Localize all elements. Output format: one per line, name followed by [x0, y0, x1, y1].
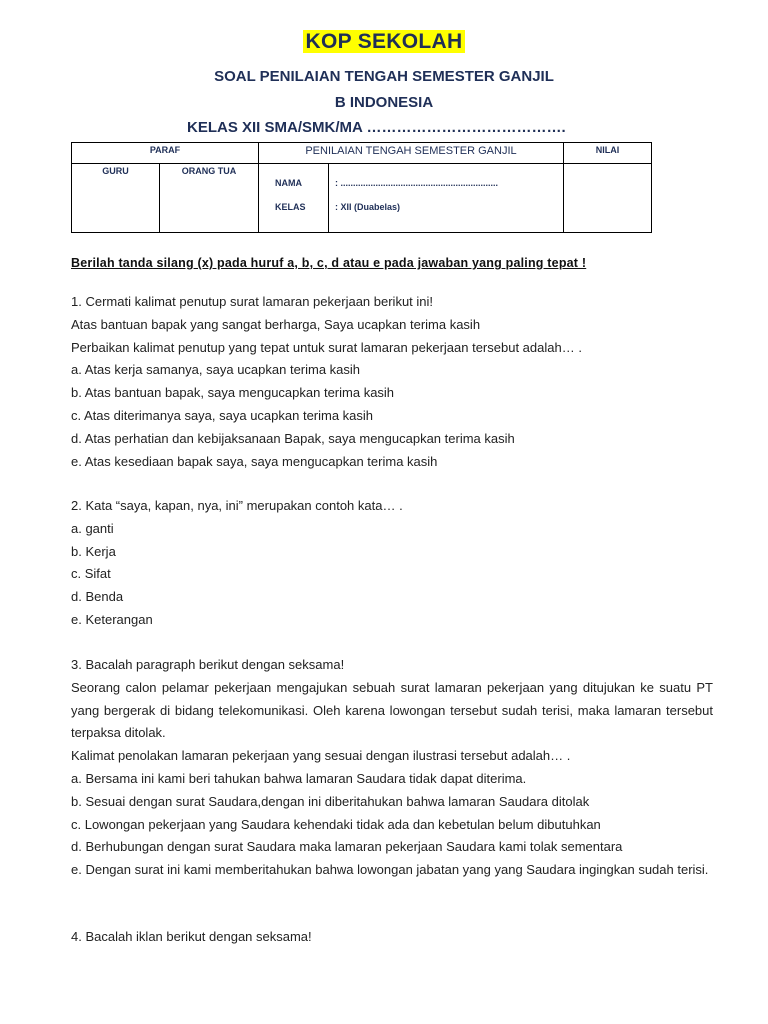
q1-stem: 1. Cermati kalimat penutup surat lamaran pekerjaan berikut ini! — [71, 294, 434, 309]
q3-option-b: b. Sesuai dengan surat Saudara,dengan ini diberitahukan bahwa lamaran Saudara ditolak — [71, 793, 590, 809]
question-3 — [71, 654, 713, 882]
q4-stem: 4. Bacalah iklan berikut dengan seksama! — [71, 929, 312, 944]
q3-option-c: c. Lowongan pekerjaan yang Saudara kehendaki tidak ada dan kebetulan belum dibutuhkan — [71, 816, 601, 832]
orang-tua-cell: ORANG TUA — [160, 164, 259, 233]
guru-cell: GURU — [72, 164, 160, 233]
nama-label: NAMA — [275, 178, 302, 188]
class-line: KELAS XII SMA/SMK/MA …………………………………. — [187, 119, 566, 136]
info-divider — [328, 164, 329, 232]
question-4 — [71, 926, 713, 949]
q2-option-c: c. Sifat — [71, 566, 111, 582]
q1-option-d: d. Atas perhatian dan kebijaksanaan Bapak, saya mengucapkan terima kasih — [71, 430, 515, 446]
student-info-cell — [259, 164, 564, 233]
q3-question: Kalimat penolakan lamaran pekerjaan yang sesuai dengan ilustrasi tersebut adalah… . — [71, 748, 571, 764]
nilai-cell — [564, 164, 652, 233]
q2-option-e: e. Keterangan — [71, 611, 153, 627]
q3-option-d: d. Berhubungan dengan surat Saudara maka lamaran pekerjaan Saudara kami tolak sementara — [71, 839, 623, 855]
q1-quote: Atas bantuan bapak yang sangat berharga, Saya ucapkan terima kasih — [71, 316, 481, 332]
q1-option-a: a. Atas kerja samanya, saya ucapkan terima kasih — [71, 362, 361, 378]
exam-title: SOAL PENILAIAN TENGAH SEMESTER GANJIL — [214, 68, 554, 85]
nama-field[interactable]: : ............................................................... — [335, 178, 499, 188]
question-2 — [71, 495, 713, 632]
nilai-header: NILAI — [564, 143, 652, 164]
q2-option-a: a. ganti — [71, 520, 114, 536]
subject-title: B INDONESIA — [334, 94, 434, 111]
kelas-value: : XII (Duabelas) — [335, 202, 401, 212]
paraf-header: PARAF — [72, 143, 259, 164]
pts-header: PENILAIAN TENGAH SEMESTER GANJIL — [259, 143, 564, 164]
kop-sekolah-text: KOP SEKOLAH — [303, 30, 466, 53]
instruction: Berilah tanda silang (x) pada huruf a, b, c, d atau e pada jawaban yang paling tepat ! — [71, 256, 587, 270]
q2-stem: 2. Kata “saya, kapan, nya, ini” merupakan contoh kata… . — [71, 498, 403, 513]
identity-table — [71, 142, 652, 233]
kop-sekolah-heading — [0, 30, 768, 54]
q2-option-b: b. Kerja — [71, 543, 116, 559]
q1-option-e: e. Atas kesediaan bapak saya, saya mengucapkan terima kasih — [71, 453, 438, 469]
q3-paragraph: Seorang calon pelamar pekerjaan mengajukan sebuah surat lamaran pekerjaan yang ditujukan ke suatu PT yang bergerak di bidang telekomunikasi. Oleh karena lowongan tersebut sudah terisi, maka lamaran tersebut terpaksa ditolak. — [71, 679, 713, 741]
q1-option-b: b. Atas bantuan bapak, saya mengucapkan terima kasih — [71, 385, 395, 401]
q3-option-e: e. Dengan surat ini kami memberitahukan bahwa lowongan jabatan yang yang Saudara ingingkan sudah terisi. — [71, 862, 709, 878]
q3-option-a: a. Bersama ini kami beri tahukan bahwa lamaran Saudara tidak dapat diterima. — [71, 770, 527, 786]
q3-stem: 3. Bacalah paragraph berikut dengan seksama! — [71, 657, 345, 672]
kelas-label: KELAS — [275, 202, 306, 212]
q2-option-d: d. Benda — [71, 589, 124, 605]
q1-question: Perbaikan kalimat penutup yang tepat untuk surat lamaran pekerjaan tersebut adalah… . — [71, 339, 582, 355]
question-1 — [71, 291, 713, 473]
q1-option-c: c. Atas diterimanya saya, saya ucapkan terima kasih — [71, 407, 374, 423]
